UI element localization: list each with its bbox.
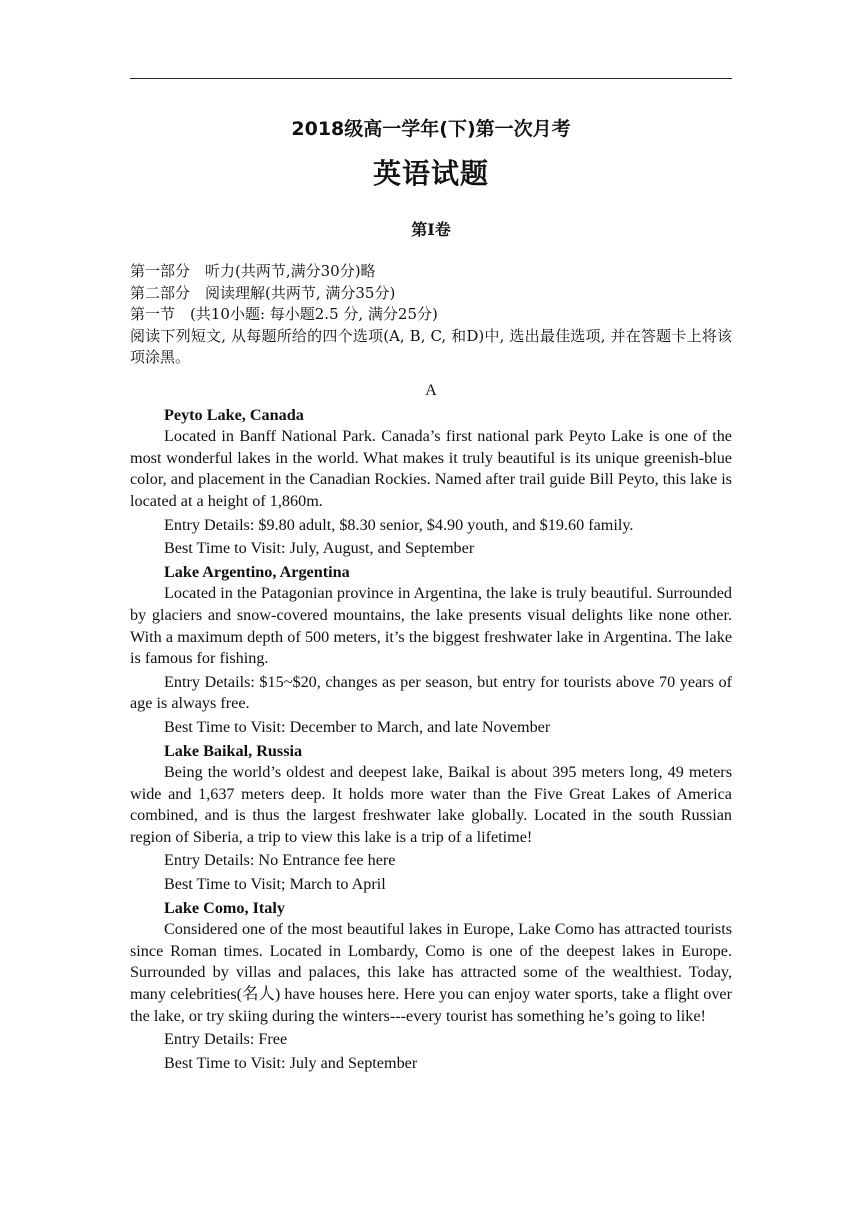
lake-description: Located in Banff National Park. Canada’s first national park Peyto Lake is one of the most wonderful lakes in the world. What makes it truly beautiful is its unique greenish-blue color, and placement in the Canadian Rockies. Named after trail guide Bill Peyto, this lake is located at a height of 1,860m. (130, 427, 732, 510)
lake-entry-details: Entry Details: $15~$20, changes as per season, but entry for tourists above 70 years of age is always free. (130, 672, 732, 713)
lake-entry-details: Entry Details: $9.80 adult, $8.30 senior, $4.90 youth, and $19.60 family. (164, 515, 634, 534)
lake-best-time: Best Time to Visit: July, August, and September (164, 539, 475, 558)
lake-best-time: Best Time to Visit: July and September (164, 1053, 418, 1072)
directions: 阅读下列短文, 从每题所给的四个选项(A, B, C, 和D)中, 选出最佳选项, 并在答题卡上将该项涂黑。 (130, 326, 732, 366)
exam-title: 2018级高一学年(下)第一次月考 (291, 118, 571, 140)
volume-label: 第Ⅰ卷 (411, 220, 451, 239)
lake-heading: Peyto Lake, Canada (164, 405, 304, 424)
passage-a (130, 380, 732, 1074)
instructions (130, 261, 732, 369)
lake-heading: Lake Baikal, Russia (164, 741, 303, 760)
part2-heading: 第二部分 阅读理解(共两节, 满分35分) (130, 283, 396, 302)
lake-heading: Lake Como, Italy (164, 898, 285, 917)
lake-entry-details: Entry Details: No Entrance fee here (164, 851, 396, 870)
passage-label: A (425, 381, 437, 399)
section1-heading: 第一节 (共10小题: 每小题2.5 分, 满分25分) (130, 305, 438, 323)
lake-description: Located in the Patagonian province in Argentina, the lake is truly beautiful. Surrounded by glaciers and snow-covered mountains, the lake presents visual delights like none other. With a maximum depth of 500 meters, it’s the biggest freshwater lake in Argentina. The lake is famous for fishing. (130, 584, 732, 668)
subject-title: 英语试题 (372, 157, 489, 190)
lake-entry-details: Entry Details: Free (164, 1030, 288, 1049)
header-rule (130, 78, 732, 79)
lake-description: Considered one of the most beautiful lakes in Europe, Lake Como has attracted tourists since Roman times. Located in Lombardy, Como is one of the deepest lakes in Europe. Surrounded by villas and palaces, this lake has attracted some of the wealthiest. Today, many celebrities(名人) have houses here. Here you can enjoy water sports, take a flight over the lake, or try skiing during the winters---every tourist has something he’s going to like! (130, 920, 732, 1025)
lake-best-time: Best Time to Visit: December to March, and late November (164, 717, 551, 736)
part1-heading: 第一部分 听力(共两节,满分30分)略 (130, 262, 376, 280)
lake-heading: Lake Argentino, Argentina (164, 562, 350, 581)
lake-description: Being the world’s oldest and deepest lake, Baikal is about 395 meters long, 49 meters wide and 1,637 meters deep. It holds more water than the Five Great Lakes of America combined, and is thus the largest freshwater lake globally. Located in the south Russian region of Siberia, a trip to view this lake is a trip of a lifetime! (130, 763, 732, 846)
lake-best-time: Best Time to Visit; March to April (164, 875, 386, 894)
